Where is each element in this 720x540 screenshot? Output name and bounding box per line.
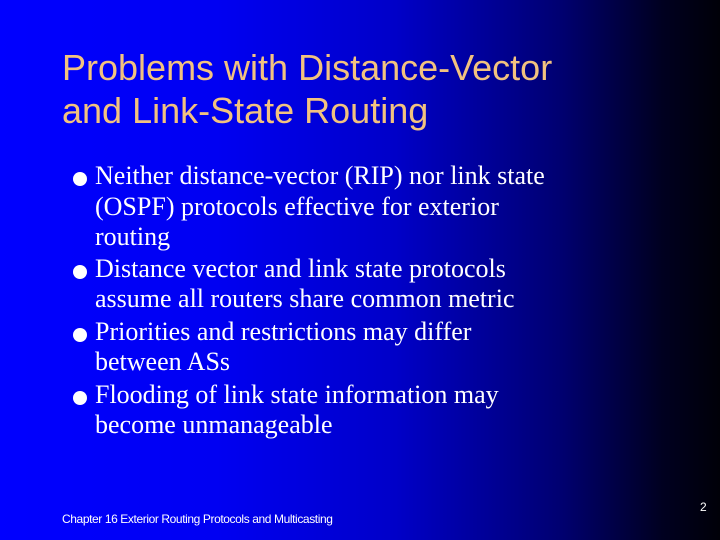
bullet-text-line: (OSPF) protocols effective for exterior (95, 191, 499, 221)
bullet-text-line: become unmanageable (95, 410, 333, 439)
bullet-list (0, 161, 720, 443)
slide-title (62, 46, 702, 132)
slide-title-line: and Link-State Routing (62, 90, 429, 131)
bullet-item (0, 161, 720, 253)
bullet-dot-icon (73, 172, 87, 186)
bullet-text-line: between ASs (95, 347, 231, 376)
slide-footer: Chapter 16 Exterior Routing Protocols and Multicasting (62, 512, 333, 526)
bullet-text-line: assume all routers share common metric (95, 284, 515, 313)
bullet-item (0, 254, 720, 315)
bullet-dot-icon (73, 265, 87, 279)
bullet-text-line: Flooding of link state information may (95, 379, 499, 409)
bullet-item (0, 317, 720, 378)
bullet-text-line: Neither distance-vector (RIP) nor link state (95, 161, 545, 190)
bullet-item (0, 380, 720, 441)
bullet-text-line: Distance vector and link state protocols (95, 253, 506, 283)
bullet-text-line: Priorities and restrictions may differ (95, 316, 472, 346)
page-number: 2 (700, 500, 707, 514)
bullet-dot-icon (73, 328, 87, 342)
slide-title-line: Problems with Distance-Vector (62, 47, 553, 88)
bullet-text-line: routing (95, 222, 171, 251)
bullet-dot-icon (73, 391, 87, 405)
